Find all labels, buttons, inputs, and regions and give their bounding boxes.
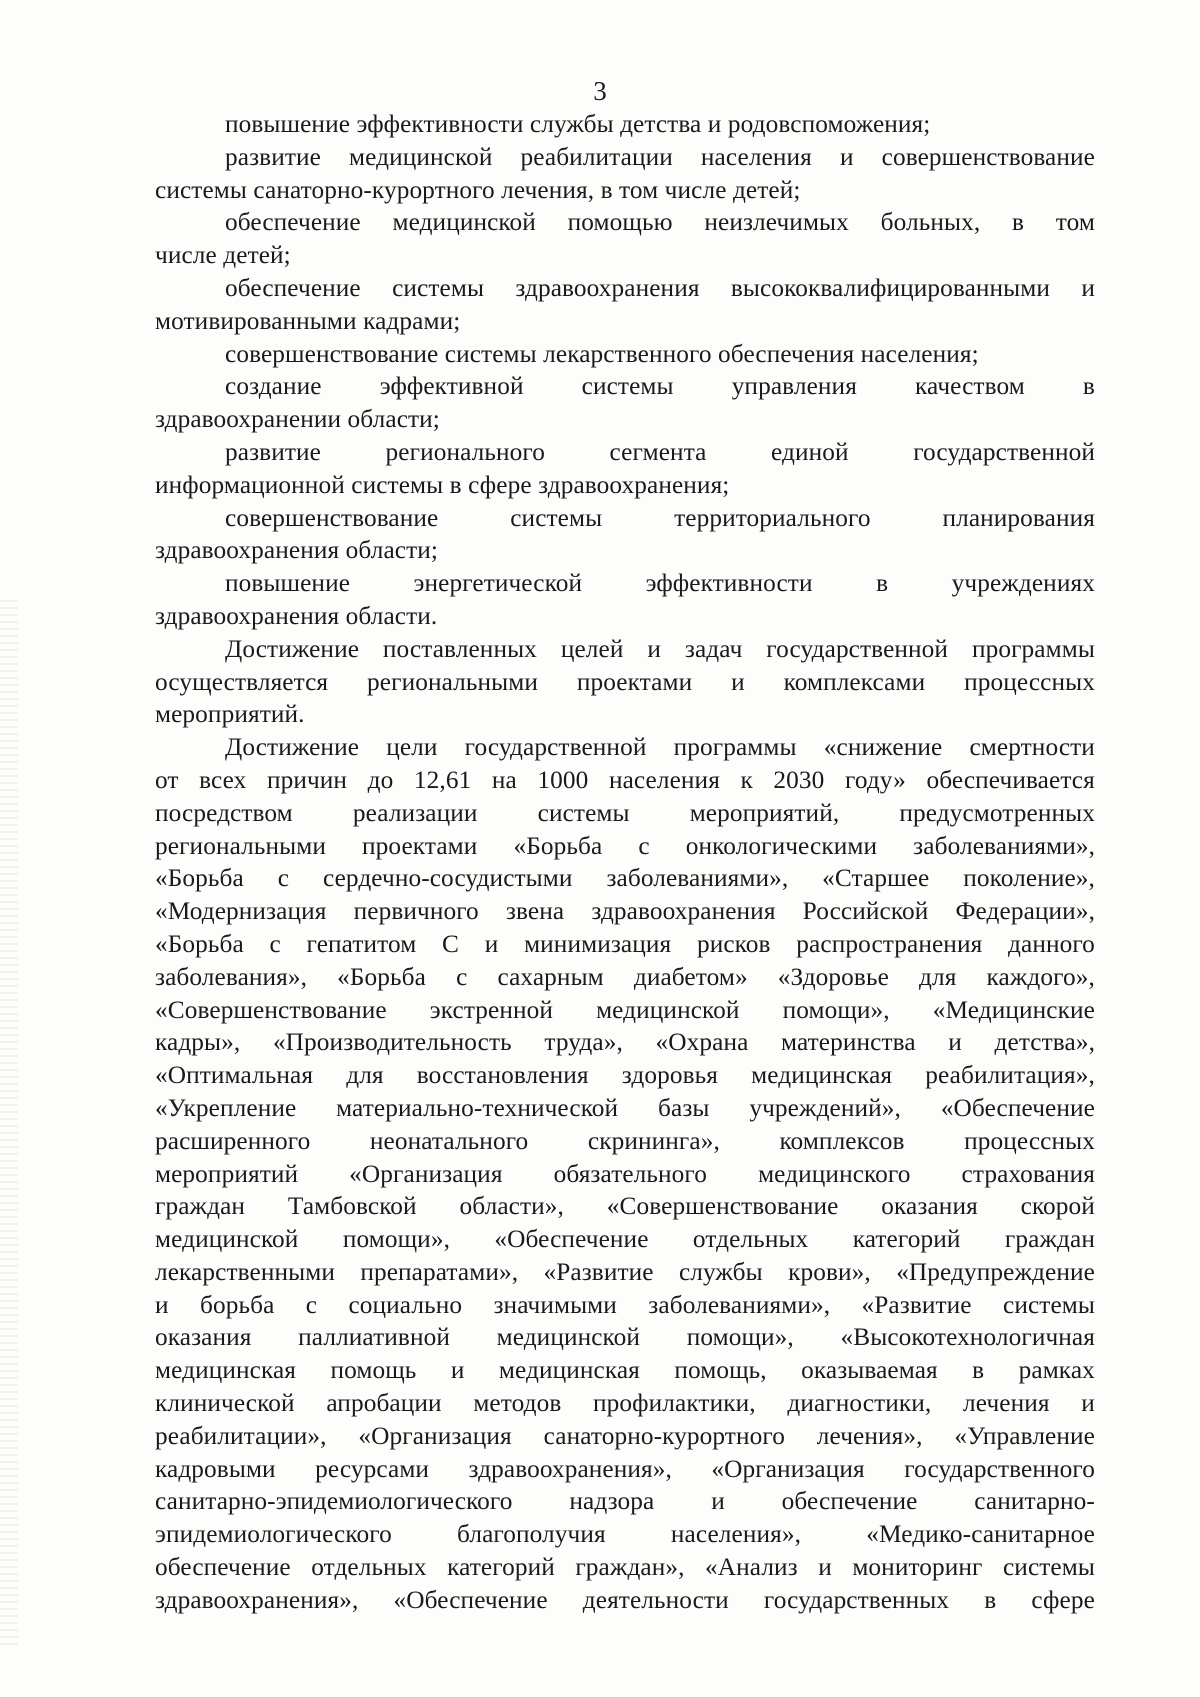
text-word: «Обеспечение [393,1585,548,1614]
text-word: медицинского [758,1159,911,1188]
text-word: населения», [670,1520,802,1549]
text-word: гепатитом [306,929,417,958]
text-line [155,272,1095,305]
text-word: надзора [569,1487,655,1516]
text-word: в [1082,372,1095,401]
text-line-content: здравоохранения области; [155,536,439,565]
text-line [155,862,1095,895]
text-line [155,567,1095,600]
text-line [155,961,1095,994]
text-line [155,764,1095,797]
text-line-content: мотивированными кадрами; [155,306,461,335]
text-word: сердечно-сосудистыми [322,864,573,893]
text-word: санитарно-эпидемиологического [155,1487,513,1516]
text-word: лечения [963,1389,1050,1418]
text-line [155,633,1095,666]
text-word: программы [971,634,1095,663]
text-word: повышение [225,569,351,598]
text-word: всех [199,765,247,794]
text-word: задач [684,634,743,663]
text-line [155,206,1095,239]
text-line [155,1223,1095,1256]
text-word: медицинской [392,208,536,237]
text-line-content: системы санаторно-курортного лечения, в том числе детей; [155,175,801,204]
text-word: расширенного [155,1126,311,1155]
text-word: «Высокотехнологичная [840,1323,1095,1352]
text-word: санаторно-курортного [543,1421,785,1450]
text-line [155,534,1095,567]
text-word: С [442,929,460,958]
text-line [155,469,1095,502]
page-number: 3 [593,76,607,106]
text-word: создание [225,372,322,401]
text-word: обеспечение [155,1553,291,1582]
text-word: «снижение [823,733,943,762]
text-word: совершенствование [881,142,1095,171]
text-line [155,1518,1095,1551]
text-line [155,1190,1095,1223]
text-word: 2030 [773,765,825,794]
text-word: проектами [362,831,478,860]
text-line-content: совершенствование системы лекарственного обеспечения населения; [225,339,979,368]
text-line [155,1584,1095,1617]
text-word: сахарным [497,962,604,991]
text-word: регионального [385,437,545,466]
text-word: неонатального [369,1126,529,1155]
text-word: территориального [674,503,871,532]
text-word: и [711,1487,725,1516]
text-line [155,239,1095,272]
text-word: системы [1003,1290,1095,1319]
text-word: качеством [915,372,1025,401]
text-word: оказания [881,1192,978,1221]
text-word: с [277,864,290,893]
text-word: материально-технической [336,1093,619,1122]
text-line [155,370,1095,403]
text-word: «Управление [954,1421,1095,1450]
text-line [155,928,1095,961]
text-word: «Организация [711,1454,865,1483]
text-word: клинической [155,1389,295,1418]
text-word: и [450,1356,465,1385]
text-word: медицинской [596,995,740,1024]
text-line [155,403,1095,436]
text-word: медицинской [349,142,493,171]
text-line [155,1092,1095,1125]
text-line [155,305,1095,338]
text-word: заболеваниями», [648,1290,831,1319]
text-word: «Оптимальная [155,1061,314,1090]
text-word: и [1081,273,1095,302]
text-word: труда», [544,1028,623,1057]
text-word: и [647,634,661,663]
text-word: данного [1008,929,1095,958]
text-line [155,797,1095,830]
text-word: «Медицинские [932,995,1095,1024]
text-word: помощь [330,1356,417,1385]
text-line [155,436,1095,469]
text-word: обеспечивается [926,765,1095,794]
text-word: значимыми [493,1290,617,1319]
text-line [155,1420,1095,1453]
text-word: государственной [464,733,647,762]
text-word: помощи», [342,1225,450,1254]
text-word: региональными [367,667,538,696]
text-word: том [1055,208,1095,237]
text-word: эффективной [379,372,524,401]
text-word: неизлечимых [704,208,849,237]
text-word: государственной [913,437,1095,466]
text-line-content: числе детей; [155,241,291,270]
text-word: «Борьба [155,929,244,958]
text-word: системы [510,503,603,532]
text-word: Достижение [225,634,360,663]
text-word: благополучия [457,1520,606,1549]
text-word: цели [386,733,438,762]
text-word: здравоохранения», [468,1454,672,1483]
text-word: каждого», [986,962,1095,991]
text-word: граждан [155,1192,246,1221]
text-word: категорий [852,1225,961,1254]
text-word: учреждений», [749,1093,901,1122]
text-word: системы [1002,1553,1095,1582]
text-word: сфере [1031,1585,1095,1614]
text-word: обязательного [553,1159,708,1188]
text-word: процессных [964,667,1095,696]
text-line [155,1551,1095,1584]
text-word: страхования [961,1159,1095,1188]
text-word: Тамбовской [287,1192,417,1221]
text-word: оказываемая [801,1356,938,1385]
text-word: региональными [155,831,326,860]
text-word: для [919,962,957,991]
text-word: Российской [802,897,929,926]
text-word: системы [581,372,674,401]
text-word: году» [844,765,906,794]
text-word: эффективности [645,569,813,598]
text-word: развитие [225,437,321,466]
text-word: здравоохранения [515,273,700,302]
text-word: реабилитации [520,142,673,171]
text-word: населения [700,142,812,171]
text-word: с [305,1290,318,1319]
text-line [155,895,1095,928]
text-word: управления [731,372,857,401]
text-word: «Старшее [822,864,930,893]
text-word: граждан [1004,1225,1095,1254]
text-word: для [346,1061,384,1090]
text-word: ресурсами [315,1454,430,1483]
text-word: в [984,1585,997,1614]
text-word: минимизация [524,929,672,958]
text-word: «Обеспечение [940,1093,1095,1122]
text-line [155,731,1095,764]
text-word: «Организация [349,1159,503,1188]
text-word: Федерации», [955,897,1095,926]
text-word: «Производительность [272,1028,512,1057]
text-word: «Укрепление [155,1093,297,1122]
text-line [155,1354,1095,1387]
text-word: посредством [155,798,293,827]
text-word: с [638,831,650,860]
text-line [155,1125,1095,1158]
text-word: санитарно- [974,1487,1095,1516]
text-word: «Борьба [337,962,426,991]
text-line [155,600,1095,633]
text-word: медицинская [498,1356,640,1385]
text-word: здравоохранения [591,897,776,926]
text-word: детства», [994,1028,1095,1057]
text-word: звена [505,897,565,926]
text-word: «Развитие [543,1257,654,1286]
text-word: в [1011,208,1025,237]
text-word: реабилитации», [155,1421,327,1450]
text-word: распространения [796,929,983,958]
text-word: лечения», [816,1421,923,1450]
text-line [155,1026,1095,1059]
text-word: энергетической [413,569,583,598]
text-word: категорий [447,1553,555,1582]
text-word: мониторинг [852,1553,983,1582]
text-word: населения [608,765,720,794]
text-line [155,174,1095,207]
text-word: комплексами [783,667,926,696]
text-word: реализации [352,798,478,827]
text-word: и [155,1290,169,1319]
text-word: медицинской [496,1323,641,1352]
text-word: процессных [964,1126,1095,1155]
text-word: крови», [788,1257,871,1286]
text-word: в [972,1356,985,1385]
text-word: совершенствование [225,503,439,532]
text-word: первичного [353,897,479,926]
text-word: реабилитация», [925,1061,1095,1090]
text-line [155,1158,1095,1191]
text-word: учреждениях [951,569,1095,598]
text-word: «Совершенствование [155,995,387,1024]
text-word: проектами [576,667,693,696]
text-word: диагностики, [787,1389,932,1418]
text-word: с [269,929,281,958]
text-line-content: информационной системы в сфере здравоохранения; [155,470,730,499]
text-word: «Организация [358,1421,512,1450]
text-word: эпидемиологического [155,1520,392,1549]
text-word: «Охрана [655,1028,749,1057]
text-word: диабетом» [633,962,748,991]
text-word: от [155,765,179,794]
text-word: поставленных [382,634,537,663]
text-word: заболеваниями», [606,864,789,893]
text-word: «Модернизация [155,897,327,926]
text-word: «Борьба [513,831,603,860]
text-word: государственных [763,1585,950,1614]
text-word: «Здоровье [777,962,889,991]
text-word: и [948,1028,962,1057]
text-line [155,666,1095,699]
text-word: восстановления [416,1061,589,1090]
text-word: онкологическими [685,831,878,860]
text-word: единой [771,437,849,466]
text-word: профилактики, [593,1389,756,1418]
text-word: помощи», [686,1323,794,1352]
text-word: здравоохранения», [155,1585,359,1614]
text-line [155,1289,1095,1322]
text-word: социально [348,1290,463,1319]
text-word: обеспечение [225,208,361,237]
text-word: «Обеспечение [494,1225,649,1254]
document-body-text [155,108,1095,1617]
text-word: 12,61 [413,765,472,794]
text-word: препаратами», [360,1257,519,1286]
text-word: помощь, [674,1356,767,1385]
text-word: программы [673,733,797,762]
text-word: больных, [880,208,981,237]
text-word: системы [537,798,630,827]
text-word: медицинская [155,1356,297,1385]
text-word: граждан», [575,1553,685,1582]
text-word: апробации [326,1389,442,1418]
text-word: заболевания», [155,962,308,991]
text-line [155,1059,1095,1092]
text-word: «Борьба [155,864,244,893]
text-word: кадры», [155,1028,241,1057]
text-word: помощью [567,208,673,237]
text-word: оказания [155,1323,252,1352]
text-word: скорой [1020,1192,1095,1221]
text-word: паллиативной [298,1323,450,1352]
text-line [155,994,1095,1027]
text-word: методов [473,1389,562,1418]
text-line-content: мероприятий. [155,700,305,729]
text-line [155,141,1095,174]
text-word: борьба [200,1290,275,1319]
text-line-content: здравоохранения области. [155,601,438,630]
text-word: причин [266,765,348,794]
text-word: высококвалифицированными [730,273,1051,302]
text-word: экстренной [429,995,554,1024]
text-word: к [740,765,753,794]
text-word: системы [392,273,485,302]
text-word: предусмотренных [899,798,1095,827]
text-word: осуществляется [155,667,329,696]
text-word: материнства [781,1028,916,1057]
text-word: мероприятий, [689,798,840,827]
text-word: мероприятий [155,1159,299,1188]
text-word: развитие [225,142,321,171]
text-word: службы [678,1257,763,1286]
text-word: и [818,1553,832,1582]
text-word: с [456,962,468,991]
text-word: медицинской [155,1225,299,1254]
text-word: «Предупреждение [896,1257,1095,1286]
text-word: государственной [766,634,949,663]
text-word: кадровыми [155,1454,276,1483]
text-word: «Развитие [861,1290,972,1319]
text-word: до [367,765,394,794]
text-word: базы [658,1093,710,1122]
text-line-content: повышение эффективности службы детства и родовспоможения; [225,110,931,138]
text-word: и [731,667,745,696]
text-line [155,1321,1095,1354]
text-word: здоровья [621,1061,719,1090]
text-word: целей [560,634,624,663]
text-line [155,1387,1095,1420]
text-line [155,1256,1095,1289]
text-word: «Анализ [705,1553,798,1582]
text-word: в [876,569,889,598]
text-word: планирования [942,503,1095,532]
text-word: отдельных [692,1225,809,1254]
text-word: на [491,765,517,794]
text-line [155,108,1095,141]
text-word: сегмента [609,437,707,466]
text-word: «Медико-санитарное [866,1520,1095,1549]
text-word: обеспечение [225,273,361,302]
text-word: деятельности [582,1585,729,1614]
text-line [155,698,1095,731]
text-word: отдельных [311,1553,427,1582]
text-word: скрининга», [587,1126,720,1155]
text-word: Достижение [225,733,360,762]
text-word: заболеваниями», [913,831,1095,860]
text-word: лекарственными [155,1257,335,1286]
text-word: смертности [969,733,1095,762]
text-word: помощи», [782,995,890,1024]
text-word: области», [459,1192,564,1221]
text-line [155,830,1095,863]
text-word: 1000 [537,765,589,794]
text-word: рисков [696,929,771,958]
text-word: и [484,929,499,958]
text-word: обеспечение [781,1487,918,1516]
text-word: рамках [1018,1356,1095,1385]
text-line [155,1453,1095,1486]
text-line [155,338,1095,371]
text-word: «Совершенствование [606,1192,839,1221]
text-word: и [839,142,854,171]
text-word: медицинская [751,1061,893,1090]
text-line [155,502,1095,535]
text-line-content: здравоохранении области; [155,405,440,434]
text-word: комплексов [779,1126,905,1155]
text-line [155,1485,1095,1518]
text-word: и [1081,1389,1095,1418]
text-word: государственного [904,1454,1095,1483]
scan-edge-shadow [0,600,18,1650]
text-word: поколение», [963,864,1095,893]
